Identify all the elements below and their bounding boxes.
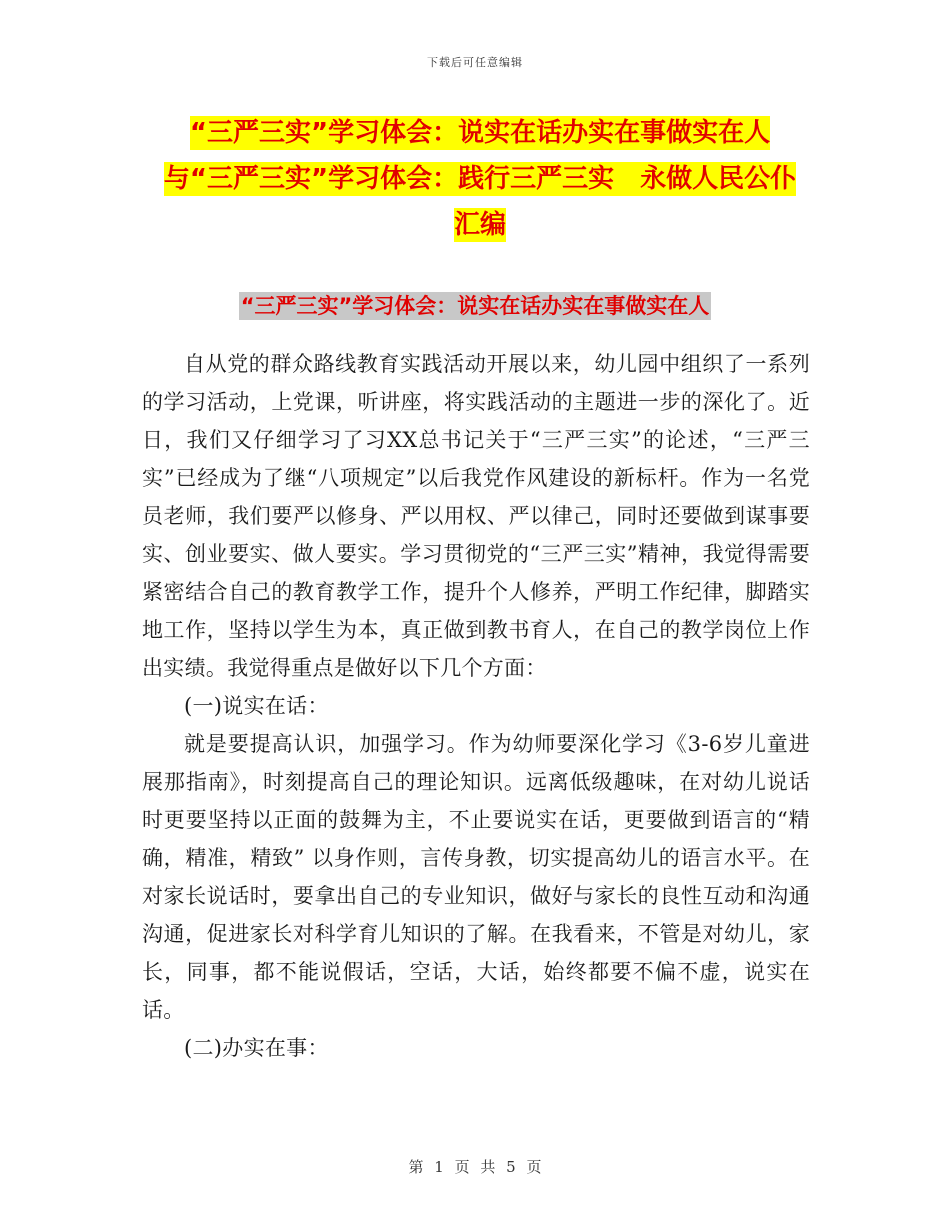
page-footer: 第 1 页 共 5 页	[408, 1158, 542, 1176]
section-title-text: “三严三实”学习体会：说实在话办实在事做实在人	[240, 294, 710, 318]
body-heading-1: (一)说实在话：	[184, 694, 329, 718]
document-title-line-2	[140, 156, 820, 202]
section-title	[0, 290, 950, 320]
page-header: 下载后可任意编辑	[427, 56, 523, 69]
document-title-line-1-text: “三严三实”学习体会：说实在话办实在事做实在人	[189, 118, 771, 148]
body-paragraph-1: 就是要提高认识，加强学习。作为幼师要深化学习《3-6岁儿童进展那指南》，时刻提高自己的理论知识。远离低级趣味，在对幼儿说话时更要坚持以正面的鼓舞为主，不止要说实在话，更要做到语言的“精确，精准，精致” 以身作则，言传身教，切实提高幼儿的语言水平。在对家长说话时，要拿出自己的专业知识，做好与家长的良性互动和沟通沟通，促进家长对科学育儿知识的了解。在我看来，不管是对幼儿，家长，同事，都不能说假话，空话，大话，始终都要不偏不虚，说实在话。	[142, 732, 810, 1022]
body-heading-2: (二)办实在事：	[184, 1036, 329, 1060]
document-title-line-3-text: 汇编	[453, 210, 506, 240]
document-title-line-1	[140, 110, 820, 156]
document-title-line-2-text: 与“三严三实”学习体会：践行三严三实 永做人民公仆	[163, 164, 797, 194]
document-title	[140, 110, 820, 248]
document-title-line-3	[140, 202, 820, 248]
body-paragraph-intro: 自从党的群众路线教育实践活动开展以来，幼儿园中组织了一系列的学习活动，上党课，听讲座，将实践活动的主题进一步的深化了。近日，我们又仔细学习了习XX总书记关于“三严三实”的论述，“三严三实”已经成为了继“八项规定”以后我党作风建设的新标杆。作为一名党员老师，我们要严以修身、严以用权、严以律己，同时还要做到谋事要实、创业要实、做人要实。学习贯彻党的“三严三实”精神，我觉得需要紧密结合自己的教育教学工作，提升个人修养，严明工作纪律，脚踏实地工作，坚持以学生为本，真正做到教书育人，在自己的教学岗位上作出实绩。我觉得重点是做好以下几个方面：	[142, 352, 810, 680]
document-body	[142, 345, 810, 1067]
